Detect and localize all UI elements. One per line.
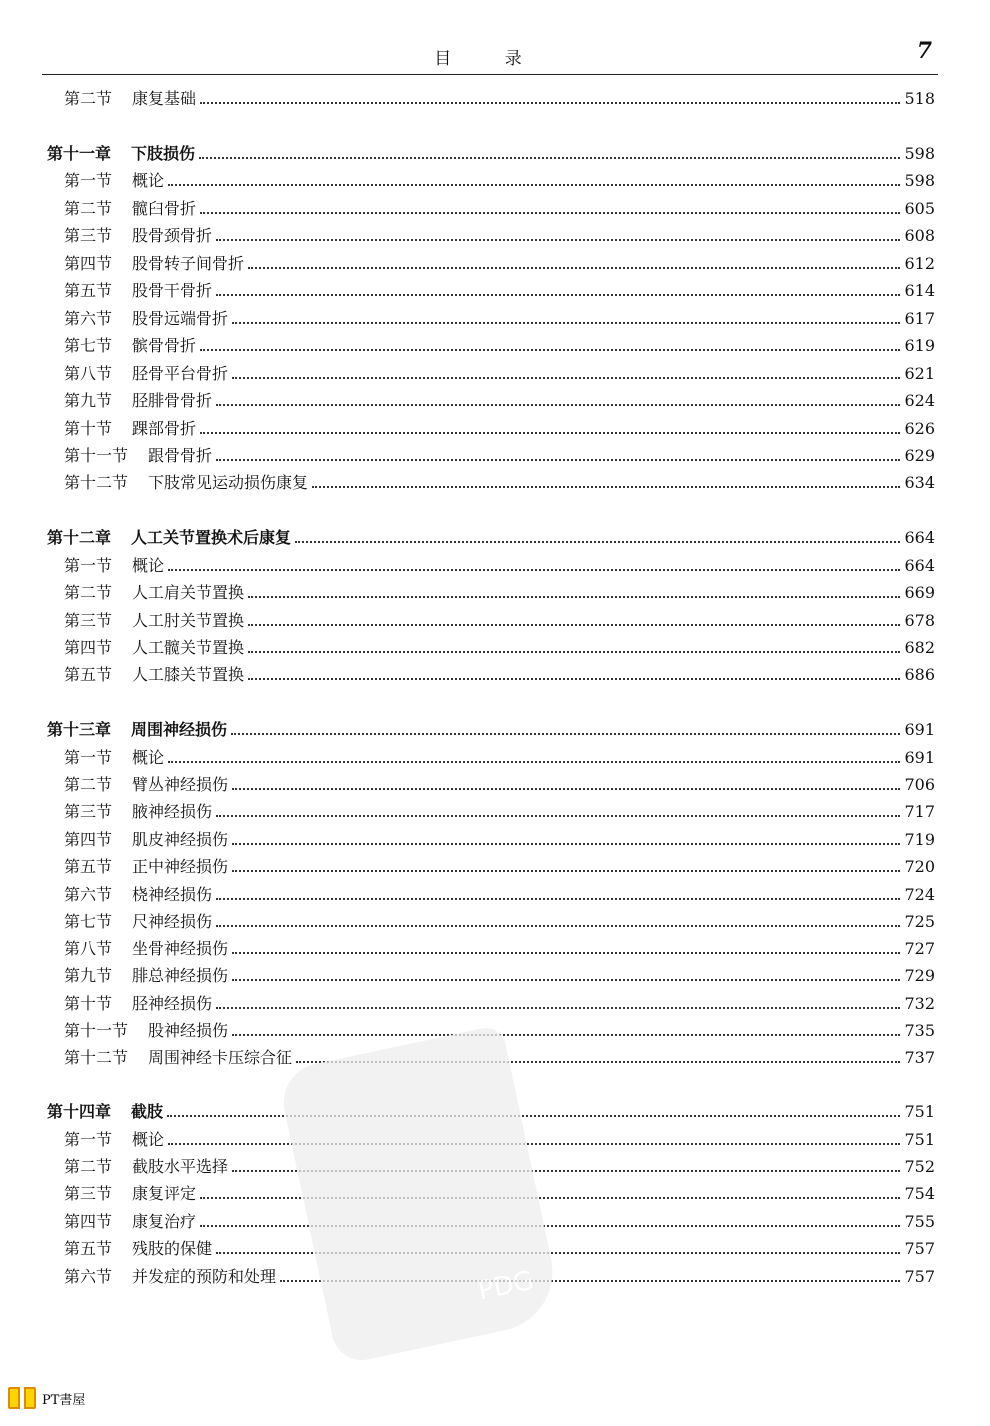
dot-leader: [216, 239, 900, 241]
entry-number: 第七节: [64, 336, 113, 355]
entry-number: 第四节: [64, 1212, 113, 1231]
entry-page: 757: [904, 1239, 935, 1258]
toc-section-entry: [64, 223, 935, 247]
page-header: [42, 40, 938, 75]
entry-page: 717: [904, 802, 935, 821]
toc-section-entry: [64, 991, 935, 1015]
dot-leader: [248, 267, 900, 269]
entry-title: 股骨颈骨折: [132, 226, 213, 245]
dot-leader: [168, 569, 900, 571]
dot-leader: [248, 651, 900, 653]
dot-leader: [216, 404, 900, 406]
entry-number: 第十一节: [64, 1021, 129, 1040]
entry-title: 概论: [132, 748, 165, 767]
toc-section-entry: [64, 168, 935, 192]
dot-leader: [232, 843, 900, 845]
book-icon: [8, 1387, 36, 1409]
toc-section-entry: [64, 470, 935, 494]
entry-number: 第五节: [64, 281, 113, 300]
entry-number: 第十节: [64, 994, 113, 1013]
toc-section-entry: [64, 251, 935, 275]
entry-page: 634: [904, 473, 935, 492]
dot-leader: [232, 870, 900, 872]
toc-section-entry: [64, 416, 935, 440]
page-number: 7: [916, 38, 932, 64]
toc-chapter-entry: [47, 141, 935, 165]
dot-leader: [232, 1034, 900, 1036]
header-title: 目 录: [434, 49, 546, 69]
entry-title: 下肢常见运动损伤康复: [148, 473, 309, 492]
entry-page: 682: [904, 638, 935, 657]
entry-number: 第十一章: [47, 144, 112, 163]
entry-page: 669: [904, 583, 935, 602]
entry-number: 第十二章: [47, 528, 112, 547]
entry-title: 周围神经损伤: [131, 720, 228, 739]
watermark-text: PDG: [475, 1265, 537, 1307]
entry-page: 621: [904, 364, 935, 383]
entry-number: 第十一节: [64, 446, 129, 465]
entry-title: 截肢: [131, 1102, 164, 1121]
toc-section-entry: [64, 882, 935, 906]
entry-title: 股骨干骨折: [132, 281, 213, 300]
dot-leader: [168, 761, 900, 763]
entry-title: 概论: [132, 1130, 165, 1149]
dot-leader: [168, 1143, 900, 1145]
entry-title: 并发症的预防和处理: [132, 1267, 277, 1286]
entry-number: 第五节: [64, 665, 113, 684]
entry-title: 尺神经损伤: [132, 912, 213, 931]
entry-page: 727: [904, 939, 935, 958]
watermark-seal: [276, 1024, 563, 1365]
toc-section-entry: [64, 306, 935, 330]
dot-leader: [232, 788, 900, 790]
entry-title: 周围神经卡压综合征: [148, 1048, 293, 1067]
entry-page: 617: [904, 309, 935, 328]
entry-number: 第三节: [64, 1184, 113, 1203]
dot-leader: [312, 486, 900, 488]
entry-page: 598: [904, 171, 935, 190]
dot-leader: [232, 979, 900, 981]
entry-title: 腓总神经损伤: [132, 966, 229, 985]
entry-page: 598: [904, 144, 935, 163]
dot-leader: [216, 898, 900, 900]
entry-title: 截肢水平选择: [132, 1157, 229, 1176]
entry-number: 第八节: [64, 939, 113, 958]
entry-page: 612: [904, 254, 935, 273]
toc-section-entry: [64, 772, 935, 796]
toc-section-entry: [64, 909, 935, 933]
toc-section-entry: [64, 608, 935, 632]
entry-number: 第四节: [64, 254, 113, 273]
entry-page: 719: [904, 830, 935, 849]
entry-page: 757: [904, 1267, 935, 1286]
entry-title: 胫神经损伤: [132, 994, 213, 1013]
entry-number: 第三节: [64, 226, 113, 245]
entry-page: 619: [904, 336, 935, 355]
entry-title: 人工关节置换术后康复: [131, 528, 292, 547]
toc-section-entry: [64, 662, 935, 686]
entry-title: 概论: [132, 556, 165, 575]
toc-section-entry: [64, 333, 935, 357]
entry-page: 751: [904, 1102, 935, 1121]
toc-section-entry: [64, 86, 935, 110]
entry-page: 629: [904, 446, 935, 465]
toc-section-entry: [64, 196, 935, 220]
entry-title: 胫腓骨骨折: [132, 391, 213, 410]
entry-number: 第四节: [64, 830, 113, 849]
entry-title: 人工肘关节置换: [132, 611, 245, 630]
entry-number: 第一节: [64, 748, 113, 767]
toc-section-entry: [64, 635, 935, 659]
entry-number: 第十三章: [47, 720, 112, 739]
dot-leader: [200, 102, 900, 104]
entry-number: 第二节: [64, 89, 113, 108]
entry-title: 髌骨骨折: [132, 336, 197, 355]
entry-page: 729: [904, 966, 935, 985]
entry-page: 624: [904, 391, 935, 410]
entry-page: 664: [904, 556, 935, 575]
toc-section-entry: [64, 936, 935, 960]
entry-number: 第二节: [64, 199, 113, 218]
entry-number: 第十四章: [47, 1102, 112, 1121]
entry-title: 股骨远端骨折: [132, 309, 229, 328]
entry-number: 第二节: [64, 1157, 113, 1176]
entry-number: 第九节: [64, 966, 113, 985]
toc-section-entry: [64, 443, 935, 467]
entry-title: 坐骨神经损伤: [132, 939, 229, 958]
entry-page: 608: [904, 226, 935, 245]
dot-leader: [232, 377, 900, 379]
entry-number: 第一节: [64, 556, 113, 575]
entry-page: 755: [904, 1212, 935, 1231]
entry-page: 691: [904, 748, 935, 767]
entry-page: 732: [904, 994, 935, 1013]
dot-leader: [216, 1007, 900, 1009]
logo-text: PT書屋: [42, 1392, 86, 1408]
entry-title: 跟骨骨折: [148, 446, 213, 465]
entry-page: 754: [904, 1184, 935, 1203]
entry-page: 735: [904, 1021, 935, 1040]
dot-leader: [216, 815, 900, 817]
entry-number: 第一节: [64, 171, 113, 190]
entry-page: 686: [904, 665, 935, 684]
entry-title: 正中神经损伤: [132, 857, 229, 876]
dot-leader: [295, 541, 900, 543]
entry-title: 概论: [132, 171, 165, 190]
dot-leader: [231, 733, 900, 735]
entry-title: 肌皮神经损伤: [132, 830, 229, 849]
dot-leader: [216, 925, 900, 927]
entry-page: 724: [904, 885, 935, 904]
entry-number: 第一节: [64, 1130, 113, 1149]
dot-leader: [216, 294, 900, 296]
dot-leader: [232, 952, 900, 954]
dot-leader: [200, 1225, 900, 1227]
entry-number: 第六节: [64, 885, 113, 904]
entry-page: 678: [904, 611, 935, 630]
entry-title: 下肢损伤: [131, 144, 196, 163]
entry-title: 桡神经损伤: [132, 885, 213, 904]
toc-section-entry: [64, 361, 935, 385]
entry-number: 第三节: [64, 611, 113, 630]
entry-title: 人工肩关节置换: [132, 583, 245, 602]
entry-number: 第八节: [64, 364, 113, 383]
entry-number: 第二节: [64, 583, 113, 602]
dot-leader: [168, 184, 900, 186]
toc-section-entry: [64, 799, 935, 823]
toc-section-entry: [64, 963, 935, 987]
entry-page: 737: [904, 1048, 935, 1067]
entry-page: 706: [904, 775, 935, 794]
entry-number: 第二节: [64, 775, 113, 794]
entry-title: 人工髋关节置换: [132, 638, 245, 657]
entry-title: 康复评定: [132, 1184, 197, 1203]
entry-title: 髋臼骨折: [132, 199, 197, 218]
toc-section-entry: [64, 278, 935, 302]
entry-number: 第六节: [64, 309, 113, 328]
entry-number: 第十二节: [64, 1048, 129, 1067]
dot-leader: [248, 624, 900, 626]
dot-leader: [200, 349, 900, 351]
entry-page: 752: [904, 1157, 935, 1176]
entry-number: 第九节: [64, 391, 113, 410]
dot-leader: [248, 678, 900, 680]
entry-page: 518: [904, 89, 935, 108]
entry-number: 第七节: [64, 912, 113, 931]
dot-leader: [232, 322, 900, 324]
toc-section-entry: [64, 388, 935, 412]
toc-section-entry: [64, 854, 935, 878]
entry-page: 614: [904, 281, 935, 300]
entry-number: 第四节: [64, 638, 113, 657]
toc-section-entry: [64, 827, 935, 851]
dot-leader: [200, 212, 900, 214]
dot-leader: [200, 432, 900, 434]
dot-leader: [216, 459, 900, 461]
entry-page: 691: [904, 720, 935, 739]
entry-title: 胫骨平台骨折: [132, 364, 229, 383]
entry-number: 第十二节: [64, 473, 129, 492]
entry-title: 康复基础: [132, 89, 197, 108]
entry-title: 股神经损伤: [148, 1021, 229, 1040]
entry-title: 踝部骨折: [132, 419, 197, 438]
entry-title: 康复治疗: [132, 1212, 197, 1231]
entry-page: 626: [904, 419, 935, 438]
entry-title: 股骨转子间骨折: [132, 254, 245, 273]
entry-number: 第三节: [64, 802, 113, 821]
entry-page: 751: [904, 1130, 935, 1149]
entry-page: 664: [904, 528, 935, 547]
toc-section-entry: [64, 745, 935, 769]
entry-page: 720: [904, 857, 935, 876]
dot-leader: [248, 596, 900, 598]
entry-page: 725: [904, 912, 935, 931]
entry-page: 605: [904, 199, 935, 218]
entry-title: 残肢的保健: [132, 1239, 213, 1258]
entry-title: 腋神经损伤: [132, 802, 213, 821]
toc-chapter-entry: [47, 717, 935, 741]
dot-leader: [199, 157, 900, 159]
entry-number: 第十节: [64, 419, 113, 438]
dot-leader: [167, 1115, 900, 1117]
toc-chapter-entry: [47, 525, 935, 549]
entry-number: 第五节: [64, 857, 113, 876]
entry-number: 第六节: [64, 1267, 113, 1286]
entry-title: 人工膝关节置换: [132, 665, 245, 684]
entry-title: 臂丛神经损伤: [132, 775, 229, 794]
toc-section-entry: [64, 580, 935, 604]
site-logo: [8, 1383, 85, 1413]
toc-section-entry: [64, 553, 935, 577]
entry-number: 第五节: [64, 1239, 113, 1258]
